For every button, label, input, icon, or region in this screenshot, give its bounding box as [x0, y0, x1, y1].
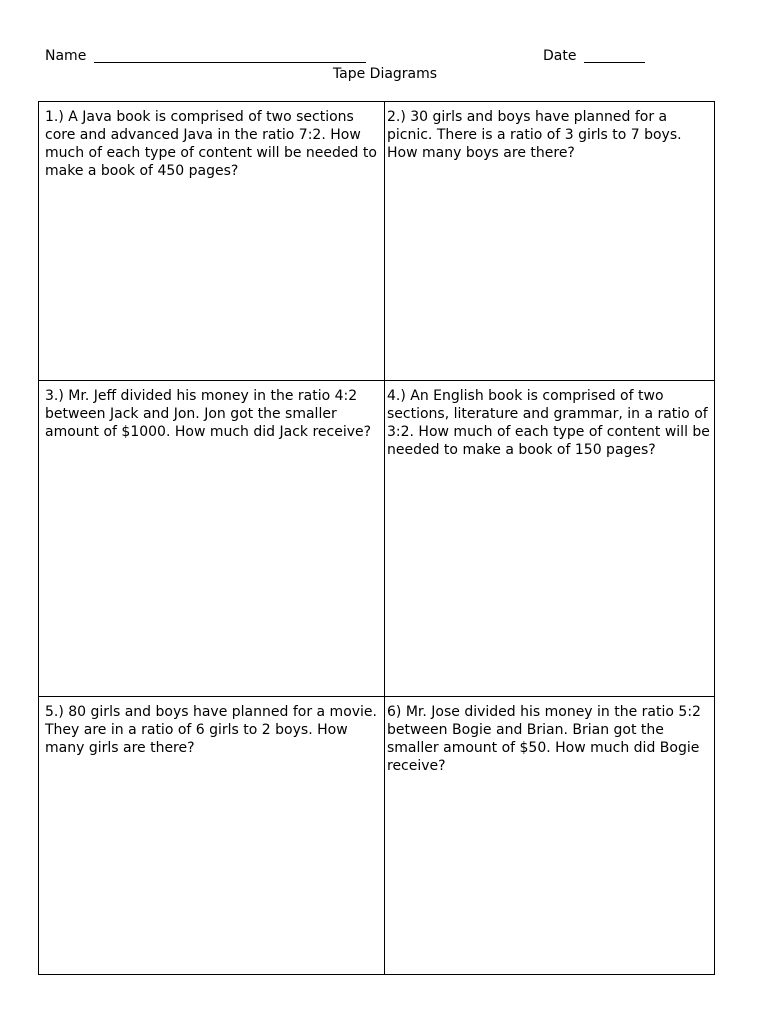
problem-text-5: 5.) 80 girls and boys have planned for a movie. They are in a ratio of 6 girls to 2 boys. How many girls are there? [45, 704, 377, 756]
problem-text-2: 2.) 30 girls and boys have planned for a picnic. There is a ratio of 3 girls to 7 boys. How many boys are there? [387, 109, 682, 161]
problem-cell-1[interactable] [39, 102, 385, 381]
problem-grid [38, 101, 715, 975]
problem-cell-2[interactable] [385, 102, 715, 381]
problem-text-4: 4.) An English book is comprised of two sections, literature and grammar, in a ratio of 3:2. How much of each type of content will be needed to make a book of 150 pages? [387, 388, 710, 458]
problem-cell-4[interactable] [385, 381, 715, 697]
problem-cell-5[interactable] [39, 697, 385, 975]
problem-text-1: 1.) A Java book is comprised of two sections core and advanced Java in the ratio 7:2. How much of each type of content will be needed to make a book of 450 pages? [45, 109, 377, 179]
page-title: Tape Diagrams [332, 66, 438, 82]
date-blank-line[interactable] [584, 62, 645, 63]
problem-text-6: 6) Mr. Jose divided his money in the ratio 5:2 between Bogie and Brian. Brian got the smaller amount of $50. How much did Bogie receive? [387, 704, 701, 774]
problem-cell-3[interactable] [39, 381, 385, 697]
problem-text-3: 3.) Mr. Jeff divided his money in the ratio 4:2 between Jack and Jon. Jon got the smaller amount of $1000. How much did Jack receive? [45, 388, 372, 440]
problem-cell-6[interactable] [385, 697, 715, 975]
name-label: Name [45, 48, 87, 64]
date-label: Date [543, 48, 577, 64]
name-blank-line[interactable] [94, 62, 366, 63]
